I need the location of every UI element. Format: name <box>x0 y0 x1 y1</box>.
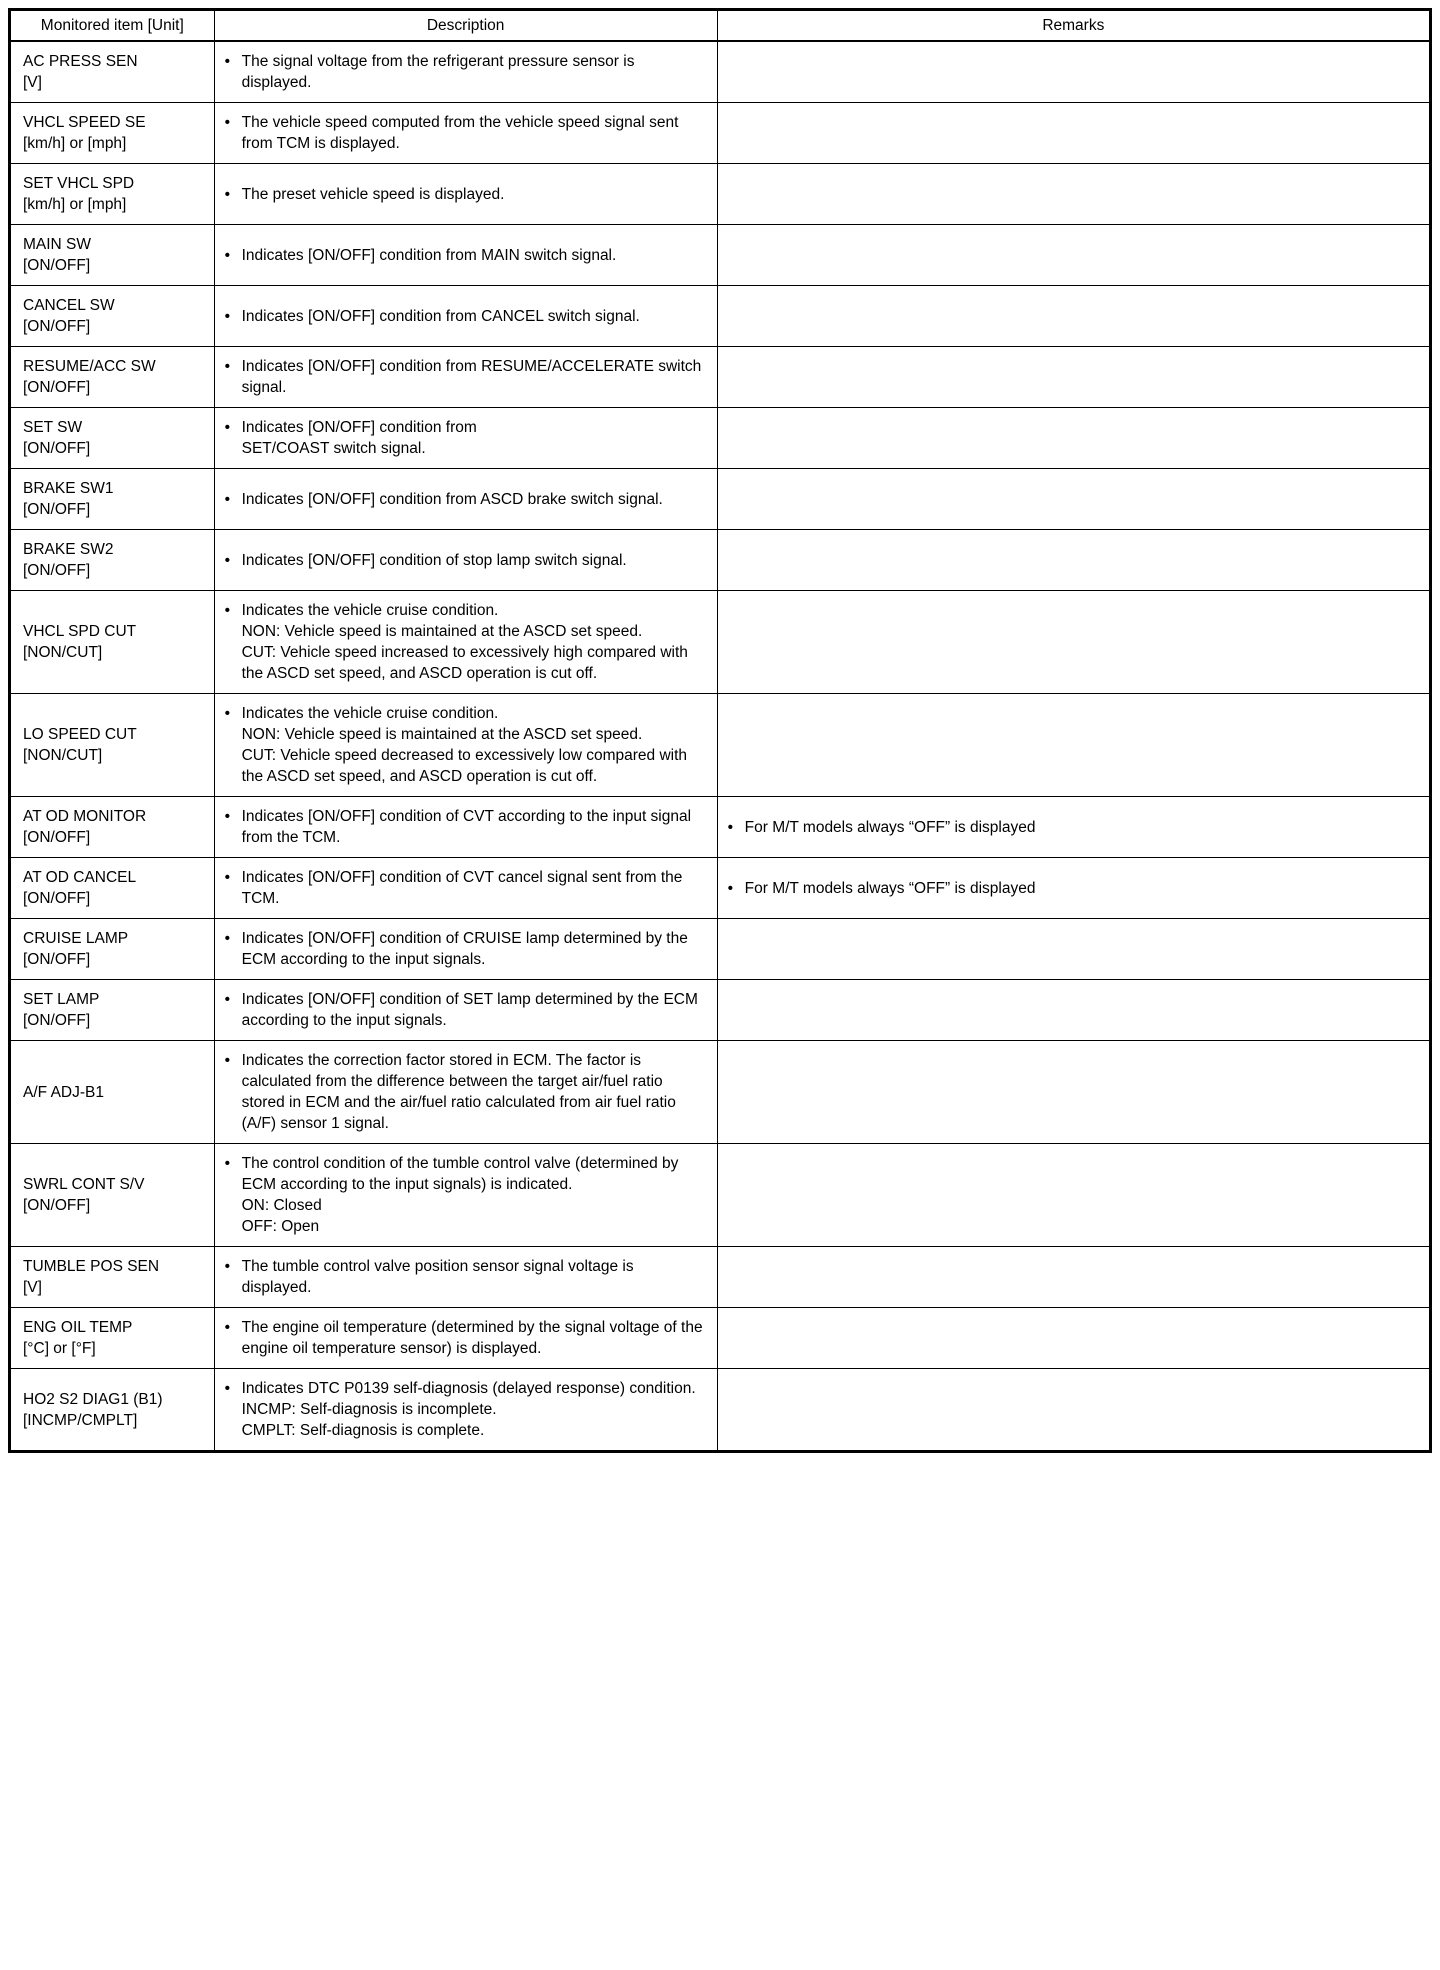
description-bullet-line: Indicates [ON/OFF] condition from RESUME/ACCELERATE switch signal. <box>241 358 702 396</box>
item-name: VHCL SPD CUT <box>23 623 137 640</box>
item-name: CRUISE LAMP <box>23 930 129 947</box>
remarks-cell <box>717 919 1430 980</box>
table-row <box>10 694 1431 797</box>
remarks-cell <box>717 797 1430 858</box>
item-unit: [V] <box>23 1279 42 1296</box>
remarks-cell <box>717 286 1430 347</box>
monitored-item-cell <box>10 1369 215 1452</box>
item-name: HO2 S2 DIAG1 (B1) <box>23 1390 163 1408</box>
description-cell <box>214 469 717 530</box>
monitored-item-cell <box>10 919 215 980</box>
item-unit: [°C] or [°F] <box>23 1340 96 1357</box>
description-cell <box>214 408 717 469</box>
remarks-cell <box>717 164 1430 225</box>
item-name: ENG OIL TEMP <box>23 1319 133 1336</box>
description-cell <box>214 1041 717 1144</box>
remarks-cell <box>717 408 1430 469</box>
table-row <box>10 1308 1431 1369</box>
item-unit: [INCMP/CMPLT] <box>23 1411 138 1429</box>
description-bullet <box>225 928 707 970</box>
item-unit: [km/h] or [mph] <box>23 196 127 213</box>
description-bullet-text <box>242 1153 707 1237</box>
description-bullet-line: ON: Closed <box>241 1197 322 1214</box>
remarks-cell <box>717 347 1430 408</box>
description-bullet-text <box>242 550 707 571</box>
description-bullet-line: CUT: Vehicle speed decreased to excessively low compared with the ASCD set speed, and ASCD operation is cut off. <box>241 747 688 785</box>
description-bullet-text <box>242 600 707 684</box>
description-bullet-line: Indicates [ON/OFF] condition from <box>241 419 477 436</box>
monitored-item-cell <box>10 980 215 1041</box>
item-unit: [V] <box>23 74 42 91</box>
description-bullet-line: The vehicle speed computed from the vehicle speed signal sent from TCM is displayed. <box>241 114 679 152</box>
item-name: SET LAMP <box>23 991 100 1008</box>
monitored-item-cell <box>10 1041 215 1144</box>
description-bullet-line: Indicates DTC P0139 self-diagnosis (delayed response) condition. <box>241 1380 696 1397</box>
description-bullet-text <box>242 989 707 1031</box>
remarks-bullet <box>728 817 1419 838</box>
bullet-glyph: • <box>224 246 231 264</box>
remarks-bullet-line: For M/T models always “OFF” is displayed <box>744 818 1036 836</box>
description-cell <box>214 694 717 797</box>
description-cell <box>214 103 717 164</box>
table-row <box>10 591 1431 694</box>
remarks-bullet-line: For M/T models always “OFF” is displayed <box>744 879 1036 897</box>
description-bullet-line: Indicates [ON/OFF] condition from ASCD brake switch signal. <box>241 490 663 508</box>
description-bullet-line: INCMP: Self-diagnosis is incomplete. <box>241 1401 497 1418</box>
table-row <box>10 469 1431 530</box>
description-bullet-line: Indicates the vehicle cruise condition. <box>241 705 499 722</box>
item-name: SWRL CONT S/V <box>23 1176 145 1193</box>
item-unit: [ON/OFF] <box>23 562 91 579</box>
col-header-monitored-item: Monitored item [Unit] <box>10 10 215 42</box>
item-unit: [NON/CUT] <box>23 644 103 661</box>
description-bullet <box>225 306 707 327</box>
bullet-glyph: • <box>224 490 231 508</box>
description-bullet <box>225 356 707 398</box>
bullet-glyph: • <box>224 1380 231 1397</box>
description-bullet-text <box>242 1050 707 1134</box>
description-bullet-text <box>242 51 707 93</box>
description-bullet <box>225 112 707 154</box>
description-bullet-line: Indicates [ON/OFF] condition of stop lamp switch signal. <box>241 551 627 569</box>
description-cell <box>214 530 717 591</box>
description-cell <box>214 164 717 225</box>
description-bullet-text <box>242 356 707 398</box>
description-bullet-line: The control condition of the tumble control valve (determined by ECM according to the input signals) is indicated. <box>241 1155 679 1193</box>
table-row <box>10 1041 1431 1144</box>
item-unit: [ON/OFF] <box>23 318 91 335</box>
description-cell <box>214 41 717 103</box>
remarks-cell <box>717 1369 1430 1452</box>
table-row <box>10 1144 1431 1247</box>
item-name: VHCL SPEED SE <box>23 114 146 131</box>
data-monitor-table <box>8 8 1432 1453</box>
monitored-item-cell <box>10 530 215 591</box>
monitored-item-cell <box>10 164 215 225</box>
description-bullet-line: Indicates [ON/OFF] condition of SET lamp determined by the ECM according to the input signals. <box>241 991 698 1029</box>
item-name: AC PRESS SEN <box>23 53 138 70</box>
item-unit: [ON/OFF] <box>23 1197 91 1214</box>
item-unit: [km/h] or [mph] <box>23 135 127 152</box>
bullet-glyph: • <box>224 185 231 203</box>
description-cell <box>214 797 717 858</box>
bullet-glyph: • <box>224 551 231 569</box>
description-bullet <box>225 245 707 266</box>
table-row <box>10 797 1431 858</box>
monitored-item-cell <box>10 694 215 797</box>
table-row <box>10 164 1431 225</box>
description-bullet-line: The preset vehicle speed is displayed. <box>241 185 505 203</box>
item-name: RESUME/ACC SW <box>23 358 156 375</box>
bullet-glyph: • <box>727 818 734 836</box>
description-bullet-text <box>242 1378 707 1441</box>
remarks-cell <box>717 530 1430 591</box>
item-name: TUMBLE POS SEN <box>23 1258 160 1275</box>
item-name: SET SW <box>23 419 83 436</box>
description-bullet-text <box>242 489 707 510</box>
table-row <box>10 1369 1431 1452</box>
table-row <box>10 530 1431 591</box>
description-bullet <box>225 550 707 571</box>
item-name: SET VHCL SPD <box>23 175 135 192</box>
item-name: LO SPEED CUT <box>23 726 137 743</box>
bullet-glyph: • <box>224 1319 231 1336</box>
description-bullet-text <box>242 1317 707 1359</box>
monitored-item-cell <box>10 225 215 286</box>
bullet-glyph: • <box>224 419 231 436</box>
remarks-cell <box>717 469 1430 530</box>
monitored-item-cell <box>10 103 215 164</box>
remarks-cell <box>717 980 1430 1041</box>
table-row <box>10 41 1431 103</box>
monitored-item-cell <box>10 408 215 469</box>
description-bullet-text <box>242 306 707 327</box>
table-row <box>10 347 1431 408</box>
item-name: AT OD CANCEL <box>23 869 137 886</box>
item-unit: [ON/OFF] <box>23 379 91 396</box>
description-bullet-text <box>242 184 707 205</box>
description-bullet-line: Indicates [ON/OFF] condition from MAIN switch signal. <box>241 246 617 264</box>
remarks-cell <box>717 1247 1430 1308</box>
description-cell <box>214 858 717 919</box>
remarks-cell <box>717 103 1430 164</box>
bullet-glyph: • <box>224 705 231 722</box>
monitored-item-cell <box>10 591 215 694</box>
bullet-glyph: • <box>224 358 231 375</box>
bullet-glyph: • <box>224 1052 231 1069</box>
remarks-cell <box>717 1041 1430 1144</box>
remarks-cell <box>717 41 1430 103</box>
description-bullet <box>225 1378 707 1441</box>
remarks-cell <box>717 591 1430 694</box>
remarks-cell <box>717 1144 1430 1247</box>
monitored-item-cell <box>10 469 215 530</box>
description-bullet-line: Indicates [ON/OFF] condition of CVT according to the input signal from the TCM. <box>241 808 692 846</box>
remarks-bullet <box>728 878 1419 899</box>
table-row <box>10 408 1431 469</box>
item-name: MAIN SW <box>23 236 92 253</box>
description-bullet-line: The signal voltage from the refrigerant pressure sensor is displayed. <box>241 53 635 91</box>
item-name: BRAKE SW1 <box>23 480 114 497</box>
item-unit: [ON/OFF] <box>23 1012 91 1029</box>
description-bullet-line: The tumble control valve position sensor signal voltage is displayed. <box>241 1258 634 1296</box>
remarks-cell <box>717 694 1430 797</box>
item-unit: [ON/OFF] <box>23 890 91 907</box>
description-bullet <box>225 1153 707 1237</box>
description-bullet <box>225 867 707 909</box>
description-cell <box>214 1369 717 1452</box>
description-bullet-line: The engine oil temperature (determined by the signal voltage of the engine oil temperature sensor) is displayed. <box>241 1319 703 1357</box>
item-name: A/F ADJ-B1 <box>23 1083 104 1101</box>
monitored-item-cell <box>10 347 215 408</box>
description-bullet <box>225 1317 707 1359</box>
description-bullet-text <box>242 245 707 266</box>
bullet-glyph: • <box>224 1155 231 1172</box>
description-bullet-text <box>242 928 707 970</box>
bullet-glyph: • <box>224 307 231 325</box>
remarks-bullet-text <box>745 878 1419 899</box>
table-row <box>10 980 1431 1041</box>
bullet-glyph: • <box>224 869 231 886</box>
item-unit: [NON/CUT] <box>23 747 103 764</box>
description-bullet <box>225 51 707 93</box>
bullet-glyph: • <box>224 602 231 619</box>
monitored-item-cell <box>10 41 215 103</box>
description-cell <box>214 1144 717 1247</box>
table-row <box>10 286 1431 347</box>
description-cell <box>214 1308 717 1369</box>
description-bullet-line: CUT: Vehicle speed increased to excessively high compared with the ASCD set speed, and ASCD operation is cut off. <box>241 644 688 682</box>
bullet-glyph: • <box>224 114 231 131</box>
description-bullet <box>225 703 707 787</box>
monitored-item-cell <box>10 797 215 858</box>
table-row <box>10 919 1431 980</box>
description-cell <box>214 1247 717 1308</box>
description-bullet-text <box>242 867 707 909</box>
item-name: CANCEL SW <box>23 297 115 314</box>
description-bullet-line: Indicates [ON/OFF] condition from CANCEL switch signal. <box>241 307 640 325</box>
description-bullet-line: Indicates [ON/OFF] condition of CRUISE lamp determined by the ECM according to the input signals. <box>241 930 688 968</box>
remarks-cell <box>717 1308 1430 1369</box>
description-cell <box>214 980 717 1041</box>
description-bullet <box>225 989 707 1031</box>
description-cell <box>214 286 717 347</box>
monitored-item-cell <box>10 1144 215 1247</box>
description-bullet <box>225 600 707 684</box>
remarks-cell <box>717 225 1430 286</box>
col-header-remarks: Remarks <box>717 10 1430 42</box>
description-cell <box>214 347 717 408</box>
item-unit: [ON/OFF] <box>23 951 91 968</box>
description-cell <box>214 919 717 980</box>
monitored-item-cell <box>10 286 215 347</box>
col-header-description: Description <box>214 10 717 42</box>
description-bullet-line: Indicates [ON/OFF] condition of CVT cancel signal sent from the TCM. <box>241 869 683 907</box>
item-unit: [ON/OFF] <box>23 501 91 518</box>
remarks-cell <box>717 858 1430 919</box>
description-bullet <box>225 1256 707 1298</box>
remarks-bullet-text <box>745 817 1419 838</box>
monitored-item-cell <box>10 1308 215 1369</box>
description-cell <box>214 591 717 694</box>
description-bullet-line: Indicates the correction factor stored in ECM. The factor is calculated from the difference between the target air/fuel ratio stored in ECM and the air/fuel ratio calculated from air fuel ratio (A/F) sensor 1 signal. <box>241 1052 676 1132</box>
item-unit: [ON/OFF] <box>23 257 91 274</box>
monitored-item-cell <box>10 858 215 919</box>
monitored-item-cell <box>10 1247 215 1308</box>
description-bullet-text <box>242 112 707 154</box>
description-bullet-text <box>242 417 707 459</box>
bullet-glyph: • <box>224 991 231 1008</box>
description-cell <box>214 225 717 286</box>
table-row <box>10 103 1431 164</box>
description-bullet-text <box>242 1256 707 1298</box>
table-row <box>10 1247 1431 1308</box>
description-bullet-line: OFF: Open <box>241 1218 320 1235</box>
bullet-glyph: • <box>224 1258 231 1275</box>
bullet-glyph: • <box>727 879 734 897</box>
table-row <box>10 858 1431 919</box>
item-unit: [ON/OFF] <box>23 829 91 846</box>
item-name: BRAKE SW2 <box>23 541 114 558</box>
description-bullet-line: SET/COAST switch signal. <box>241 440 426 457</box>
description-bullet <box>225 1050 707 1134</box>
description-bullet-line: CMPLT: Self-diagnosis is complete. <box>241 1422 485 1439</box>
table-row <box>10 225 1431 286</box>
bullet-glyph: • <box>224 808 231 825</box>
header-row <box>10 10 1431 42</box>
description-bullet <box>225 417 707 459</box>
item-name: AT OD MONITOR <box>23 808 147 825</box>
description-bullet <box>225 184 707 205</box>
description-bullet <box>225 806 707 848</box>
description-bullet-line: Indicates the vehicle cruise condition. <box>241 602 499 619</box>
bullet-glyph: • <box>224 53 231 70</box>
item-unit: [ON/OFF] <box>23 440 91 457</box>
description-bullet-text <box>242 703 707 787</box>
description-bullet-line: NON: Vehicle speed is maintained at the ASCD set speed. <box>241 623 643 640</box>
description-bullet-text <box>242 806 707 848</box>
description-bullet-line: NON: Vehicle speed is maintained at the ASCD set speed. <box>241 726 643 743</box>
description-bullet <box>225 489 707 510</box>
bullet-glyph: • <box>224 930 231 947</box>
